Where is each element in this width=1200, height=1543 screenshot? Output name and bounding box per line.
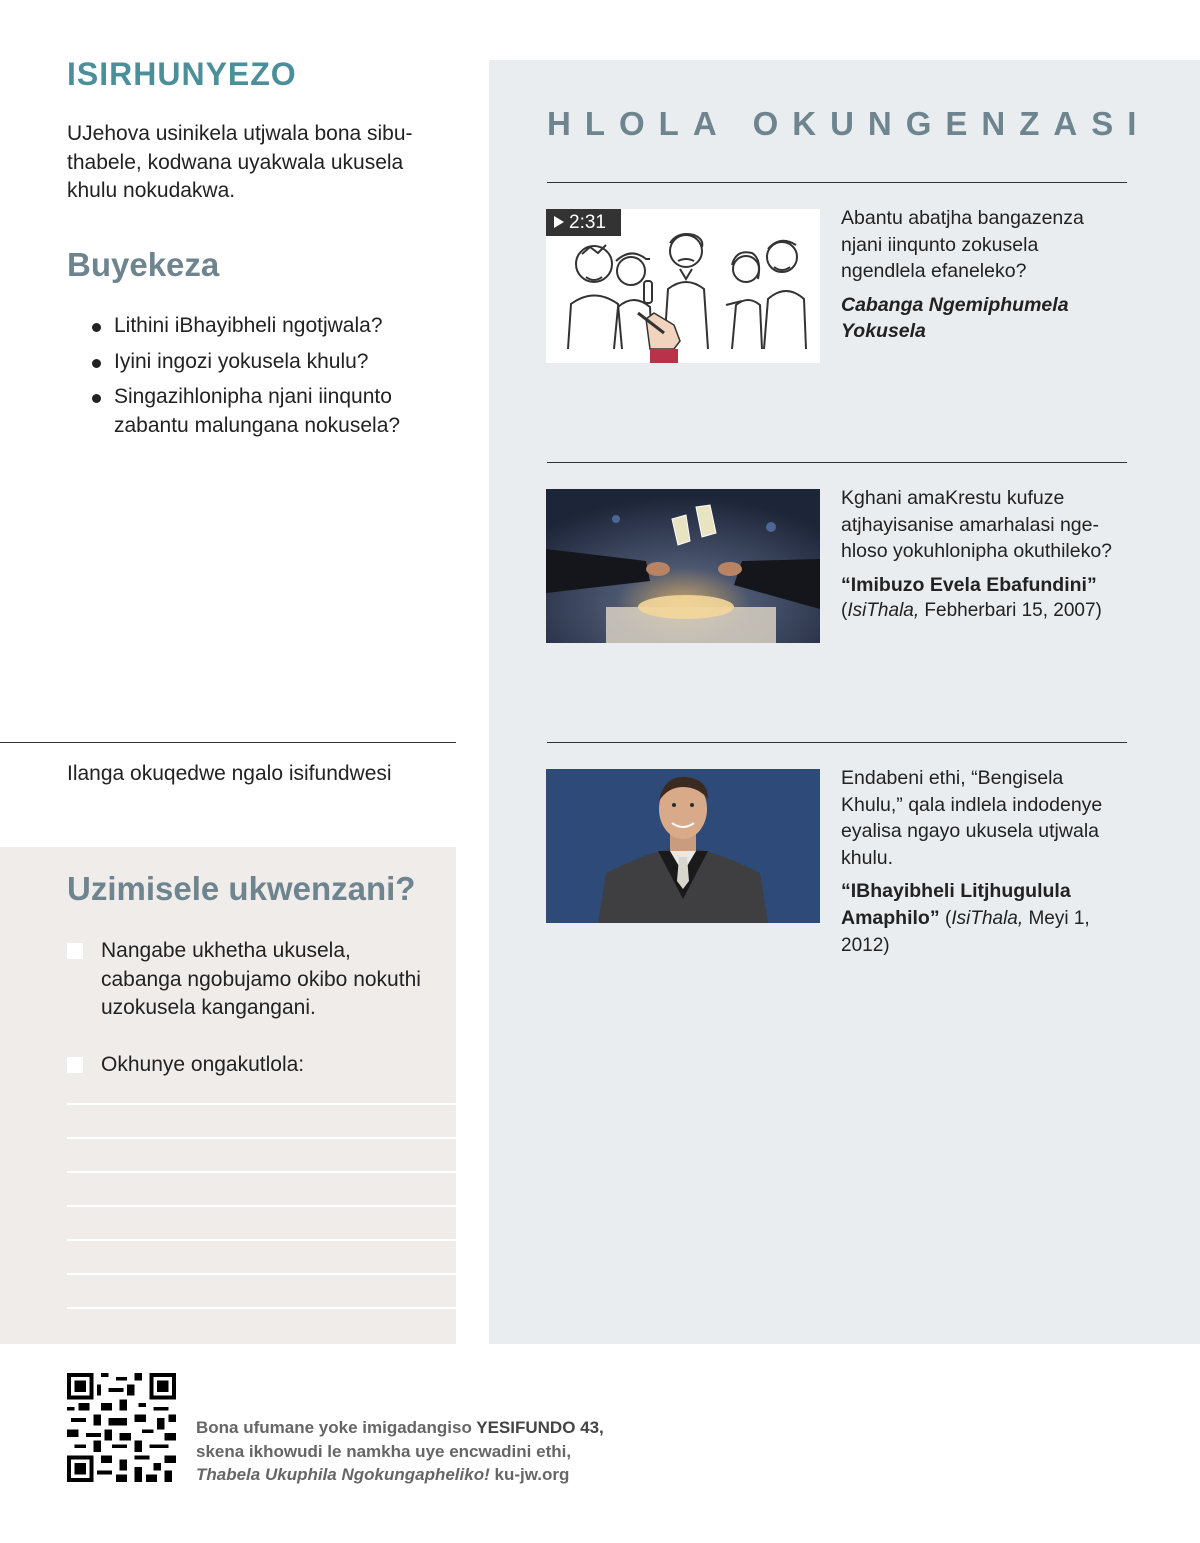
footer-line-3	[196, 1463, 716, 1487]
item-question: Endabeni ethi, “Bengisela Khulu,” qala indlela indodenye eyalisa ngayo ukusela utjwala khulu.	[841, 767, 1103, 869]
review-heading: Buyekeza	[67, 246, 220, 283]
write-line[interactable]	[67, 1239, 456, 1241]
write-line[interactable]	[67, 1137, 456, 1139]
divider	[547, 462, 1127, 463]
item-source-block	[841, 878, 1126, 960]
video-thumbnail[interactable]	[546, 209, 820, 363]
article-title-link[interactable]: “IBhayibheli Litjhugulula Amaphilo”	[841, 880, 1071, 929]
explore-item-1	[841, 205, 1126, 345]
footer-line-2: skena ikhowudi le namkha uye encwadini ethi,	[196, 1441, 572, 1461]
bullet-icon	[92, 323, 101, 332]
man-portrait-image	[546, 769, 820, 923]
item-source: (IsiThala, Meyi 1, 2012)	[841, 907, 1090, 956]
write-line[interactable]	[67, 1307, 456, 1309]
explore-heading: HLOLA OKUNGENZASI	[547, 105, 1151, 142]
goal-item: Okhunye ongakutlola:	[67, 1051, 437, 1080]
divider	[547, 742, 1127, 743]
portrait-photo[interactable]	[546, 769, 820, 923]
review-item: Iyini ingozi yokusela khulu?	[92, 348, 442, 377]
play-icon	[554, 216, 564, 228]
write-line[interactable]	[67, 1103, 456, 1105]
book-title: Thabela Ukuphila Ngokungapheliko!	[196, 1465, 490, 1484]
video-duration-badge: 2:31	[546, 209, 621, 236]
bullet-icon	[92, 359, 101, 368]
bullet-icon	[92, 394, 101, 403]
review-list	[92, 312, 442, 447]
goal-box	[0, 847, 456, 1344]
qr-code-icon[interactable]	[67, 1373, 176, 1482]
summary-heading: ISIRHUNYEZO	[67, 56, 297, 92]
write-line[interactable]	[67, 1171, 456, 1173]
item-question: Abantu abatjha bangazenza njani iinqunto zokusela ngendlela efaneleko?	[841, 207, 1084, 282]
footer-line-1: Bona ufumane yoke imigadangiso YESIFUNDO 43,	[196, 1418, 604, 1437]
explore-item-2	[841, 485, 1126, 625]
item-question: Kghani amaKrestu kufuze atjhayisanise amarhalasi ngehloso yokuhlonipha okuthileko?	[841, 487, 1113, 562]
divider	[547, 182, 1127, 183]
divider	[0, 742, 456, 743]
review-item: Lithini iBhayibheli ngotjwala?	[92, 312, 442, 341]
write-line[interactable]	[67, 1273, 456, 1275]
footer-text	[196, 1416, 716, 1487]
video-title-link[interactable]: Cabanga Ngemiphumela Yokusela	[841, 293, 1069, 342]
review-item: Singazihlonipha njani iinqunto zabantu malungana nokusela?	[92, 383, 442, 440]
site-link[interactable]: ku-jw.org	[494, 1465, 570, 1484]
item-source: (IsiThala, Febherbari 15, 2007)	[841, 600, 1102, 621]
write-line[interactable]	[67, 1205, 456, 1207]
goal-checkbox[interactable]	[67, 1057, 83, 1073]
article-title-link[interactable]: “Imibuzo Evela Ebafundini”	[841, 573, 1097, 596]
goal-item: Nangabe ukhetha ukusela, cabanga ngobujamo okibo nokuthi uzokusela kangangani.	[67, 937, 437, 1023]
goal-heading: Uzimisele ukwenzani?	[67, 870, 416, 907]
completion-date-label: Ilanga okuqedwe ngalo isifundwesi	[67, 762, 392, 785]
summary-text: UJehova usinikela utjwala bona sibuthabele, kodwana uyakwala ukusela khulu nokudakwa.	[67, 122, 413, 202]
goal-checkbox[interactable]	[67, 943, 83, 959]
explore-item-3	[841, 765, 1126, 960]
toast-image	[546, 489, 820, 643]
toast-photo[interactable]	[546, 489, 820, 643]
